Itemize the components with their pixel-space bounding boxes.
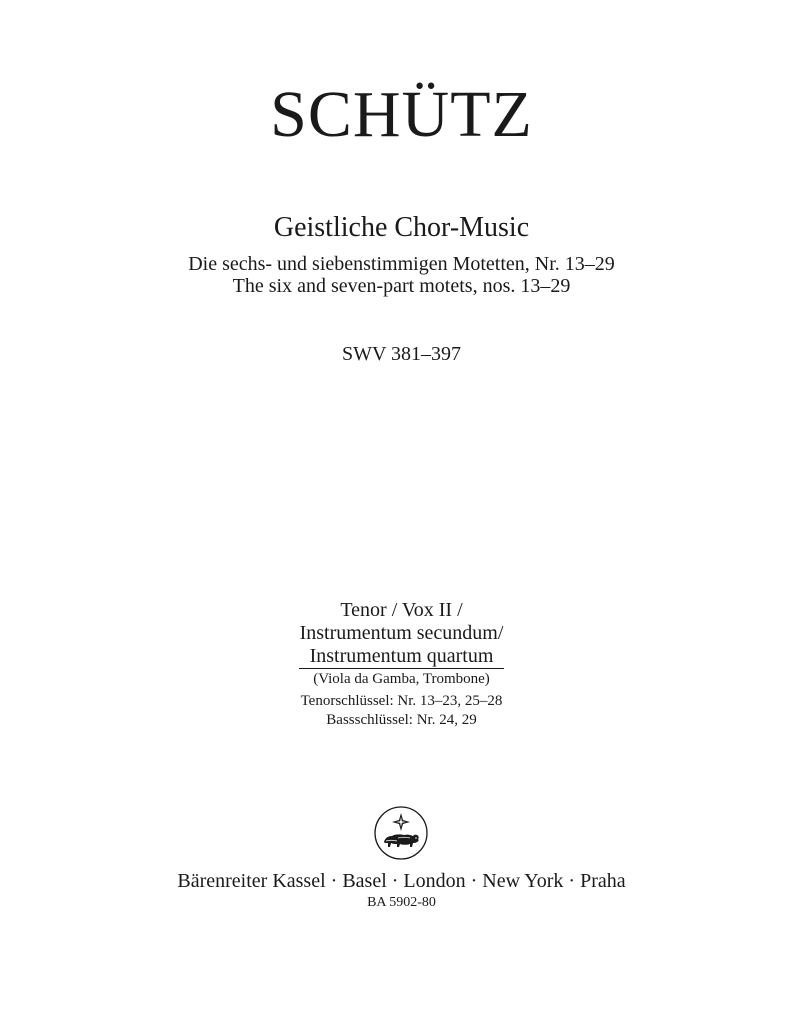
part-divider (299, 668, 504, 669)
part-name-line-1: Tenor / Vox II / (340, 599, 463, 621)
subtitle-german: Die sechs- und siebenstimmigen Motetten, Nr. 13–29 (188, 253, 615, 275)
composer-name: SCHÜTZ (270, 78, 533, 151)
bass-clef-note: Bassschlüssel: Nr. 24, 29 (326, 712, 477, 728)
work-title: Geistliche Chor-Music (273, 212, 530, 243)
instrument-note: (Viola da Gamba, Trombone) (313, 671, 490, 687)
tenor-clef-note: Tenorschlüssel: Nr. 13–23, 25–28 (300, 693, 503, 709)
publisher-imprint: Bärenreiter Kassel · Basel · London · New York · Praha (177, 870, 626, 892)
catalog-number: SWV 381–397 (341, 343, 462, 365)
part-name-line-2: Instrumentum secundum/ (299, 622, 504, 644)
baerenreiter-bear-star-logo-icon (373, 805, 429, 861)
part-name-line-3: Instrumentum quartum (309, 645, 494, 667)
subtitle-english: The six and seven-part motets, nos. 13–29 (232, 275, 571, 297)
order-number: BA 5902-80 (367, 895, 436, 910)
